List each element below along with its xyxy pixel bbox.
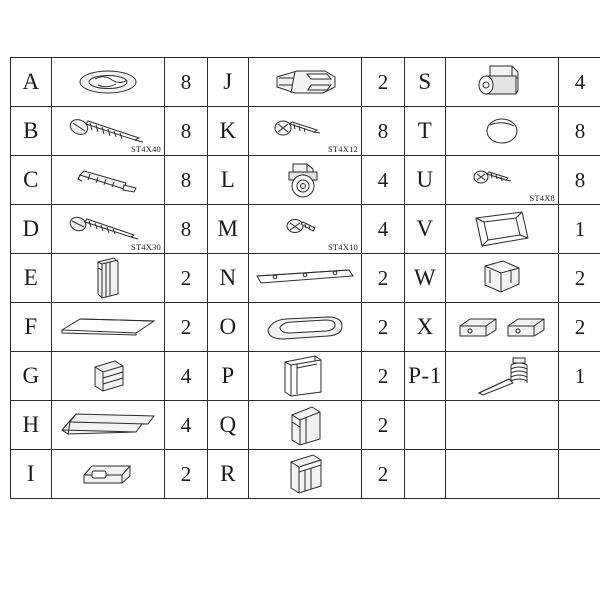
part-qty: 4 <box>362 156 405 205</box>
roller-bearing-icon <box>249 157 361 203</box>
table-row <box>11 156 600 205</box>
flat-head-screw-icon <box>249 206 361 252</box>
corner-post-profile-icon <box>249 451 361 497</box>
part-qty: 4 <box>165 352 208 401</box>
part-qty: 2 <box>362 58 405 107</box>
table-row <box>11 450 600 499</box>
wood-screw-icon <box>52 108 164 154</box>
part-image-cell <box>52 205 165 254</box>
part-letter: N <box>208 254 249 303</box>
part-image-cell <box>249 205 362 254</box>
round-cap-icon <box>446 108 558 154</box>
table-row <box>11 254 600 303</box>
part-image-cell <box>249 303 362 352</box>
part-letter: U <box>405 156 446 205</box>
part-image-cell <box>249 58 362 107</box>
table-row <box>11 205 600 254</box>
spring-pin-icon <box>446 353 558 399</box>
part-letter: B <box>11 107 52 156</box>
part-qty: 2 <box>165 303 208 352</box>
part-letter: G <box>11 352 52 401</box>
part-qty: 2 <box>362 303 405 352</box>
bracket-clip-icon <box>249 59 361 105</box>
part-image-cell <box>446 254 559 303</box>
part-letter: F <box>11 303 52 352</box>
pan-head-screw-icon <box>249 108 361 154</box>
part-letter: W <box>405 254 446 303</box>
part-letter: X <box>405 303 446 352</box>
part-image-cell <box>249 352 362 401</box>
part-image-cell <box>249 107 362 156</box>
part-letter: J <box>208 58 249 107</box>
empty-cell <box>559 450 600 499</box>
part-image-cell <box>446 303 559 352</box>
part-qty: 2 <box>559 254 600 303</box>
long-rail-profile-icon <box>52 402 164 448</box>
part-image-cell <box>52 450 165 499</box>
part-letter: R <box>208 450 249 499</box>
table-row <box>11 107 600 156</box>
end-cap-pair-icon <box>446 304 558 350</box>
vertical-profile-icon <box>52 255 164 301</box>
table-row <box>11 303 600 352</box>
part-letter: O <box>208 303 249 352</box>
part-letter: L <box>208 156 249 205</box>
part-letter: E <box>11 254 52 303</box>
empty-cell <box>446 450 559 499</box>
part-qty: 8 <box>165 156 208 205</box>
part-letter: P-1 <box>405 352 446 401</box>
part-qty: 2 <box>165 254 208 303</box>
part-image-cell <box>446 205 559 254</box>
part-letter: P <box>208 352 249 401</box>
empty-cell <box>559 401 600 450</box>
part-letter: V <box>405 205 446 254</box>
part-image-cell <box>52 107 165 156</box>
table-row <box>11 401 600 450</box>
empty-cell <box>405 450 446 499</box>
part-code: ST4X8 <box>529 193 555 203</box>
corner-bracket-icon <box>446 255 558 301</box>
part-qty: 2 <box>362 401 405 450</box>
part-qty: 2 <box>165 450 208 499</box>
part-letter: A <box>11 58 52 107</box>
part-image-cell <box>52 401 165 450</box>
part-image-cell <box>52 303 165 352</box>
part-image-cell <box>249 156 362 205</box>
wall-anchor-icon <box>52 157 164 203</box>
parts-table <box>10 57 600 499</box>
part-code: ST4X40 <box>130 144 161 154</box>
part-code: ST4X12 <box>327 144 358 154</box>
roller-wheel-icon <box>446 59 558 105</box>
part-image-cell <box>52 352 165 401</box>
oval-cam-lock-icon <box>52 59 164 105</box>
part-image-cell <box>249 254 362 303</box>
part-letter: C <box>11 156 52 205</box>
part-letter: Q <box>208 401 249 450</box>
part-qty: 8 <box>165 205 208 254</box>
part-image-cell <box>446 156 559 205</box>
part-image-cell <box>52 156 165 205</box>
part-image-cell <box>52 254 165 303</box>
part-qty: 8 <box>559 107 600 156</box>
part-code: ST4X10 <box>327 242 358 252</box>
part-qty: 4 <box>165 401 208 450</box>
part-letter: D <box>11 205 52 254</box>
part-letter: H <box>11 401 52 450</box>
table-row <box>11 58 600 107</box>
part-qty: 8 <box>559 156 600 205</box>
part-letter: T <box>405 107 446 156</box>
empty-cell <box>446 401 559 450</box>
part-qty: 2 <box>559 303 600 352</box>
part-image-cell <box>446 107 559 156</box>
part-qty: 2 <box>362 352 405 401</box>
part-letter: K <box>208 107 249 156</box>
latch-plate-icon <box>52 451 164 497</box>
flat-strip-plate-icon <box>249 255 361 301</box>
empty-cell <box>405 401 446 450</box>
part-image-cell <box>446 58 559 107</box>
part-letter: I <box>11 450 52 499</box>
part-letter: S <box>405 58 446 107</box>
part-qty: 2 <box>362 254 405 303</box>
square-frame-icon <box>446 206 558 252</box>
part-qty: 4 <box>559 58 600 107</box>
part-letter: M <box>208 205 249 254</box>
part-image-cell <box>446 352 559 401</box>
part-qty: 1 <box>559 205 600 254</box>
long-wood-screw-icon <box>52 206 164 252</box>
part-qty: 1 <box>559 352 600 401</box>
part-qty: 8 <box>165 58 208 107</box>
table-row <box>11 352 600 401</box>
flat-plate-icon <box>52 304 164 350</box>
angled-profile-icon <box>249 402 361 448</box>
part-qty: 4 <box>362 205 405 254</box>
short-screw-icon <box>446 157 558 203</box>
part-qty: 8 <box>362 107 405 156</box>
part-image-cell <box>249 450 362 499</box>
u-channel-profile-icon <box>249 353 361 399</box>
handle-bar-icon <box>249 304 361 350</box>
part-qty: 8 <box>165 107 208 156</box>
part-image-cell <box>52 58 165 107</box>
part-qty: 2 <box>362 450 405 499</box>
block-connector-icon <box>52 353 164 399</box>
part-code: ST4X30 <box>130 242 161 252</box>
part-image-cell <box>249 401 362 450</box>
